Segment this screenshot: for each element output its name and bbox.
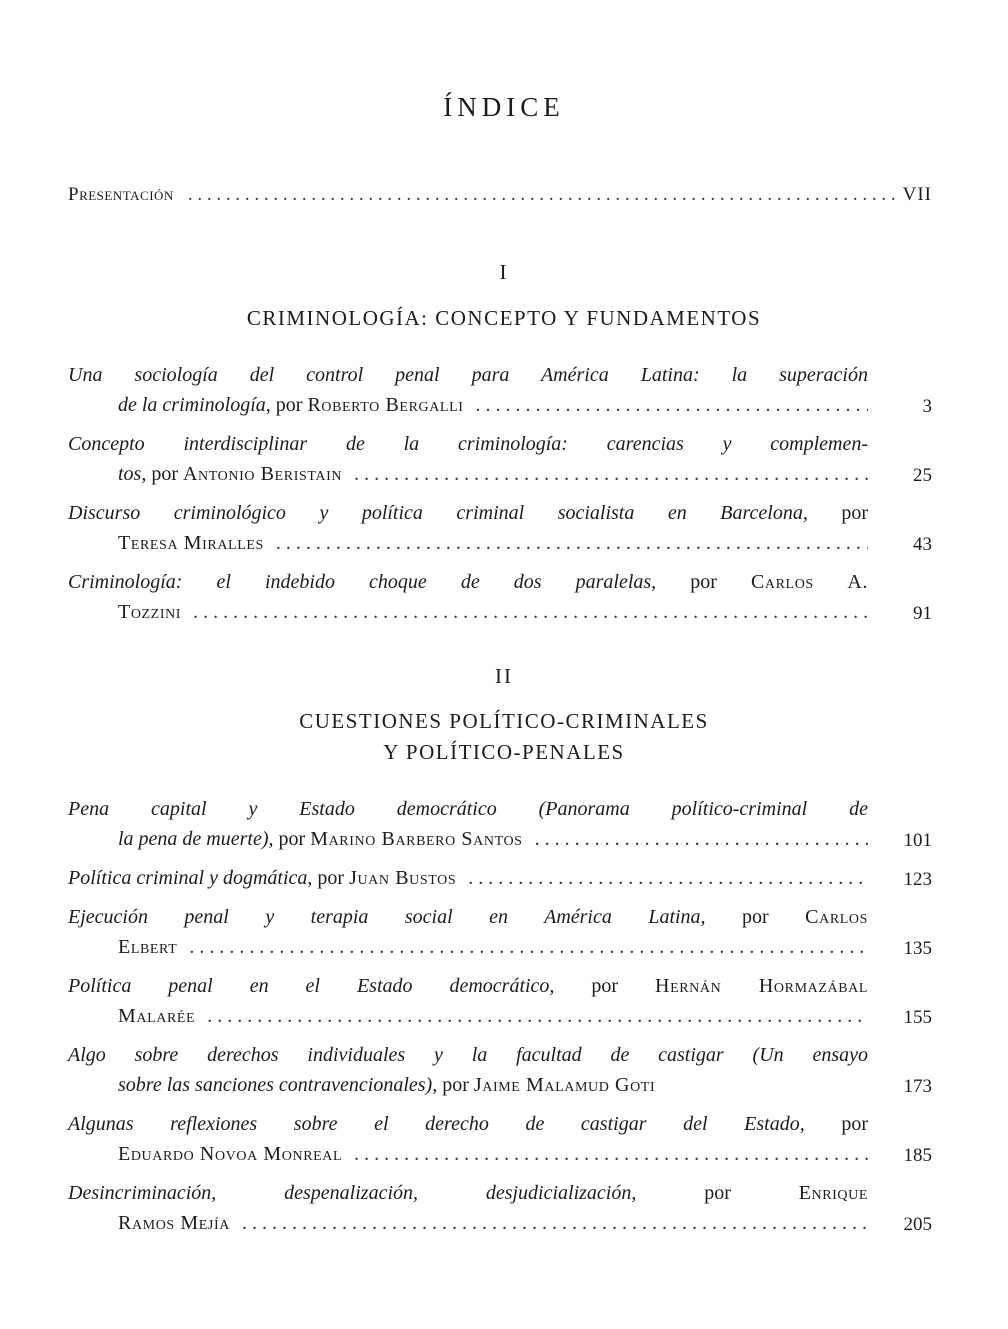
entry-title-cont: la pena de muerte),	[118, 828, 274, 850]
entry-title: Algo sobre derechos individuales y la facultad de castigar (Un ensayo	[68, 1044, 868, 1066]
entry-page: 3	[922, 396, 932, 417]
toc-entry	[68, 1040, 932, 1100]
toc-entry	[68, 902, 932, 962]
section-title	[0, 303, 1008, 334]
entry-by: por	[317, 867, 345, 889]
entry-page: 135	[903, 938, 932, 959]
entry-title: Presentación	[68, 184, 174, 205]
entry-title: Ejecución penal y terapia social en América Latina,	[68, 906, 706, 928]
entry-by: por	[442, 1074, 469, 1096]
entry-page: 205	[903, 1214, 932, 1235]
toc-entry	[68, 1109, 932, 1169]
entry-by: por	[690, 571, 717, 593]
entry-page: 173	[903, 1076, 932, 1097]
section-title-line: Y POLÍTICO-PENALES	[383, 740, 625, 764]
entry-page: 185	[903, 1145, 932, 1166]
entry-title-cont: tos,	[118, 463, 147, 485]
entry-by: por	[591, 975, 619, 997]
entry-author-cont: Tozzini	[118, 601, 182, 623]
toc-entry	[68, 863, 932, 893]
entry-author: Hernán Hormazábal	[655, 975, 868, 997]
leader-dots	[354, 1139, 868, 1169]
toc-entry	[68, 794, 932, 854]
entry-title: Política criminal y dogmática,	[68, 867, 313, 889]
entry-title: Concepto interdisciplinar de la criminología: carencias y complemen-	[68, 433, 868, 455]
leader-dots	[354, 459, 868, 489]
entry-author: Enrique	[798, 1182, 869, 1204]
entry-title: Política penal en el Estado democrático,	[68, 975, 555, 997]
entry-author: Eduardo Novoa Monreal	[118, 1143, 343, 1165]
entry-author: Jaime Malamud Goti	[473, 1074, 656, 1096]
entry-page: VII	[902, 184, 932, 205]
entry-by: por	[151, 463, 179, 485]
leader-dots	[207, 1001, 868, 1031]
leader-dots	[468, 863, 868, 893]
entry-page: 155	[903, 1007, 932, 1028]
leader-dots	[193, 597, 868, 627]
entry-by: por	[742, 906, 769, 928]
entry-title: Criminología: el indebido choque de dos paralelas,	[68, 571, 657, 593]
leader-dots	[188, 184, 895, 206]
leader-dots	[276, 528, 868, 558]
entry-author-cont: Ramos Mejía	[118, 1212, 230, 1234]
entry-by: por	[841, 502, 869, 524]
entry-by: por	[275, 394, 303, 416]
entry-by: por	[704, 1182, 731, 1204]
entry-title: Algunas reflexiones sobre el derecho de castigar del Estado,	[68, 1113, 805, 1135]
entry-title-cont: sobre las sanciones contravencionales),	[118, 1074, 438, 1096]
entry-title: Pena capital y Estado democrático (Panorama político-criminal de	[68, 798, 868, 820]
toc-entry-presentacion	[68, 184, 932, 206]
entry-author: Carlos A.	[750, 571, 868, 593]
entry-page: 43	[913, 534, 932, 555]
entry-author: Juan Bustos	[349, 867, 457, 889]
leader-dots	[476, 390, 869, 420]
entry-author: Carlos	[805, 906, 869, 928]
entry-page: 123	[903, 869, 932, 890]
entry-title: Una sociología del control penal para América Latina: la superación	[68, 364, 868, 386]
entry-by: por	[841, 1113, 869, 1135]
leader-dots	[242, 1208, 868, 1238]
toc-entry	[68, 498, 932, 558]
section-number: II	[495, 664, 513, 688]
section-number: I	[499, 260, 509, 284]
entry-author: Teresa Miralles	[118, 532, 264, 554]
entry-page: 25	[913, 465, 932, 486]
toc-entry	[68, 1178, 932, 1238]
section-title	[0, 706, 1008, 768]
entry-page: 101	[903, 830, 932, 851]
toc-entry	[68, 360, 932, 420]
toc-entry	[68, 429, 932, 489]
entry-author: Marino Barbero Santos	[310, 828, 523, 850]
leader-dots	[535, 824, 868, 854]
page-title: ÍNDICE	[443, 92, 565, 122]
section-2-entries	[68, 794, 932, 1247]
entry-page: 91	[913, 603, 932, 624]
entry-title: Desincriminación, despenalización, desjudicialización,	[68, 1182, 637, 1204]
entry-author-cont: Elbert	[118, 936, 178, 958]
toc-entry	[68, 971, 932, 1031]
entry-author-cont: Malarée	[118, 1005, 196, 1027]
leader-dots	[189, 932, 868, 962]
entry-title: Discurso criminológico y política criminal socialista en Barcelona,	[68, 502, 808, 524]
section-title-line: CRIMINOLOGÍA: CONCEPTO Y FUNDAMENTOS	[246, 306, 762, 330]
entry-author: Antonio Beristain	[183, 463, 343, 485]
entry-title-cont: de la criminología,	[118, 394, 271, 416]
section-1-entries	[68, 360, 932, 636]
entry-by: por	[278, 828, 306, 850]
toc-entry	[68, 567, 932, 627]
entry-author: Roberto Bergalli	[307, 394, 464, 416]
section-title-line: CUESTIONES POLÍTICO-CRIMINALES	[299, 709, 709, 733]
